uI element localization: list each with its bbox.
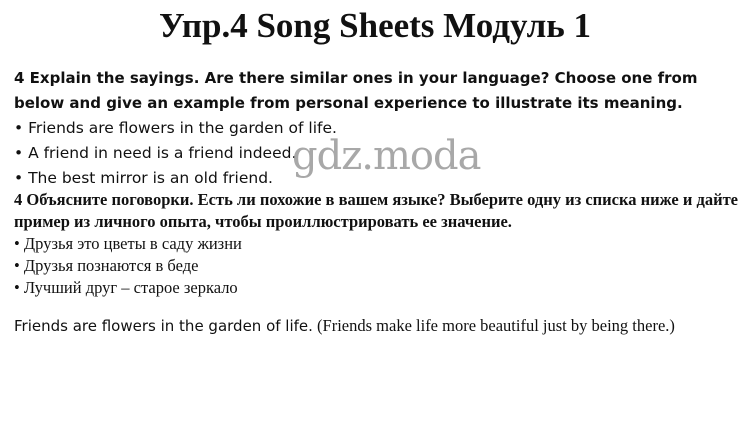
- answer-saying: Friends are flowers in the garden of life.: [14, 317, 313, 335]
- russian-question: 4 Объясните поговорки. Есть ли похожие в вашем языке? Выберите одну из списка ниже и дайте пример из личного опыта, чтобы проиллюстрировать ее значение.: [14, 190, 739, 231]
- answer-explanation: (Friends make life more beautiful just by being there.): [317, 316, 675, 335]
- english-saying-2: • A friend in need is a friend indeed.: [14, 144, 297, 162]
- watermark: gdz.moda: [292, 133, 481, 179]
- russian-saying-2: • Друзья познаются в беде: [14, 256, 199, 275]
- english-saying-1: • Friends are flowers in the garden of life.: [14, 119, 337, 137]
- russian-saying-3: • Лучший друг – старое зеркало: [14, 278, 238, 297]
- english-saying-3: • The best mirror is an old friend.: [14, 169, 273, 187]
- russian-exercise: [14, 189, 739, 299]
- russian-saying-1: • Друзья это цветы в саду жизни: [14, 234, 242, 253]
- answer-text: [14, 315, 739, 337]
- page-title: Упр.4 Song Sheets Модуль 1: [159, 6, 591, 45]
- english-question: 4 Explain the sayings. Are there similar ones in your language? Choose one from below and give an example from personal experience to illustrate its meaning.: [14, 69, 698, 112]
